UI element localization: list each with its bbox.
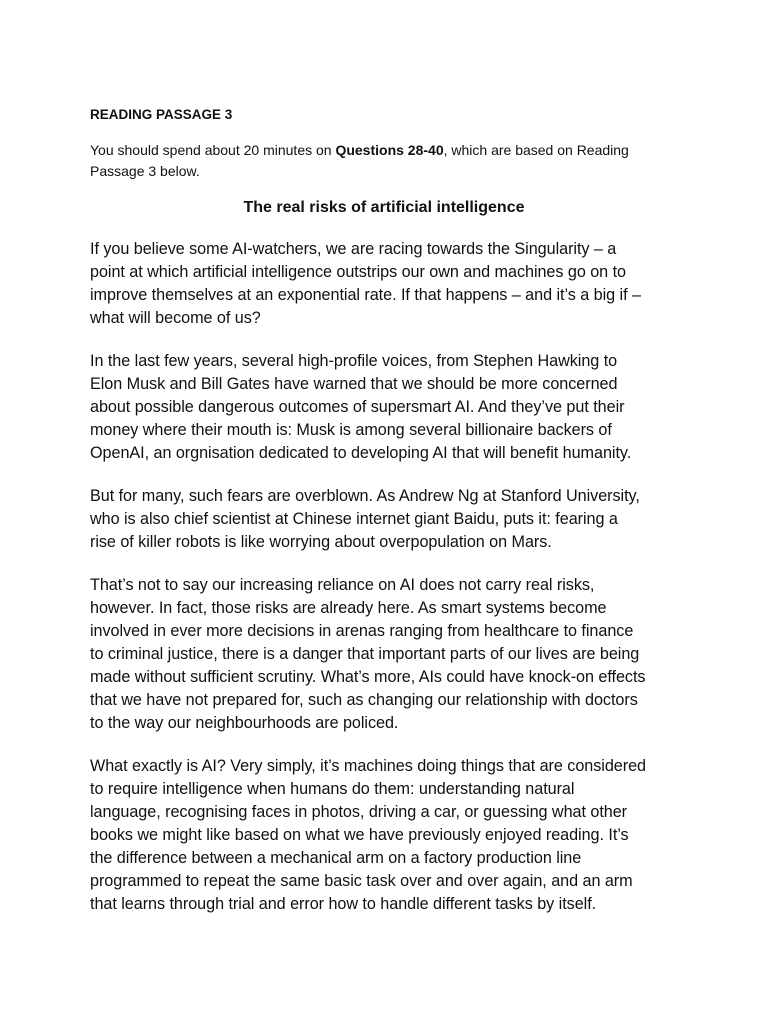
paragraph-line: In the last few years, several high-profile voices, from Stephen Hawking to [90, 352, 618, 370]
paragraph-line: improve themselves at an exponential rate. If that happens – and it’s a big if – [90, 286, 641, 304]
paragraph-line: to the way our neighbourhoods are policed. [90, 714, 399, 732]
paragraph-line: however. In fact, those risks are already here. As smart systems become [90, 599, 607, 617]
paragraph-line: who is also chief scientist at Chinese internet giant Baidu, puts it: fearing a [90, 510, 618, 528]
section-label: READING PASSAGE 3 [90, 107, 233, 122]
instruction-questions-range: Questions 28-40 [335, 142, 444, 158]
passage-title: The real risks of artificial intelligence [243, 199, 525, 216]
paragraph-line: involved in ever more decisions in arenas ranging from healthcare to finance [90, 622, 634, 640]
paragraph-4 [90, 574, 690, 735]
instruction-text-line2: Passage 3 below. [90, 163, 200, 179]
instruction-text-start: You should spend about 20 minutes on [90, 142, 336, 158]
paragraph-line: about possible dangerous outcomes of supersmart AI. And they’ve put their [90, 398, 625, 416]
paragraph-line: to criminal justice, there is a danger that important parts of our lives are being [90, 645, 640, 663]
paragraph-line: If you believe some AI-watchers, we are racing towards the Singularity – a [90, 240, 617, 258]
paragraph-line: OpenAI, an orgnisation dedicated to developing AI that will benefit humanity. [90, 444, 632, 462]
paragraph-line: rise of killer robots is like worrying about overpopulation on Mars. [90, 533, 552, 551]
paragraph-line: Elon Musk and Bill Gates have warned that we should be more concerned [90, 375, 618, 393]
paragraph-line: books we might like based on what we have previously enjoyed reading. It’s [90, 826, 629, 844]
paragraph-line: That’s not to say our increasing reliance on AI does not carry real risks, [90, 576, 595, 594]
paragraph-line: point at which artificial intelligence outstrips our own and machines go on to [90, 263, 626, 281]
passage-body [90, 238, 690, 936]
paragraph-line: programmed to repeat the same basic task over and over again, and an arm [90, 872, 633, 890]
paragraph-line: that we have not prepared for, such as changing our relationship with doctors [90, 691, 638, 709]
paragraph-line: to require intelligence when humans do them: understanding natural [90, 780, 575, 798]
paragraph-2 [90, 350, 690, 465]
instruction-text [90, 140, 680, 182]
paragraph-line: the difference between a mechanical arm on a factory production line [90, 849, 582, 867]
paragraph-1 [90, 238, 690, 330]
paragraph-line: money where their mouth is: Musk is among several billionaire backers of [90, 421, 612, 439]
paragraph-line: What exactly is AI? Very simply, it’s machines doing things that are considered [90, 757, 646, 775]
paragraph-line: But for many, such fears are overblown. As Andrew Ng at Stanford University, [90, 487, 640, 505]
paragraph-line: what will become of us? [90, 309, 261, 327]
paragraph-line: language, recognising faces in photos, driving a car, or guessing what other [90, 803, 628, 821]
paragraph-line: that learns through trial and error how to handle different tasks by itself. [90, 895, 597, 913]
paragraph-line: made without sufficient scrutiny. What’s more, AIs could have knock-on effects [90, 668, 646, 686]
paragraph-3 [90, 485, 690, 554]
instruction-text-end: , which are based on Reading [443, 142, 629, 158]
paragraph-5 [90, 755, 690, 916]
